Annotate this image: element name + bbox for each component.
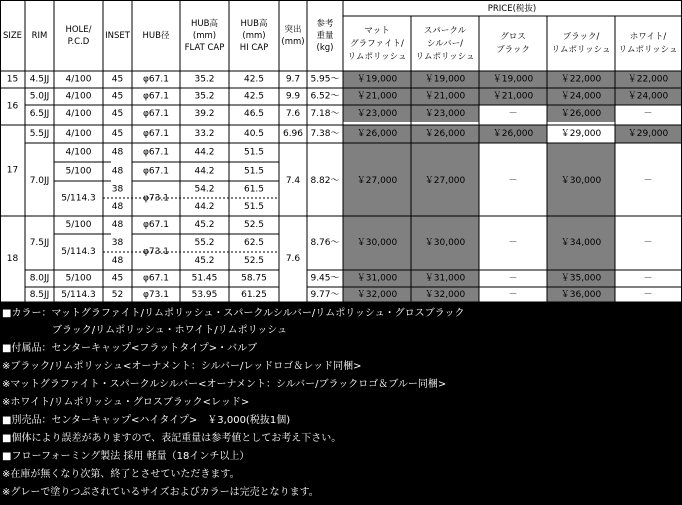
cell-hub: φ67.1 bbox=[143, 220, 169, 230]
cell-pcd: 5/100 bbox=[65, 166, 92, 177]
cell-hub: φ73.1 bbox=[143, 193, 169, 204]
header-weight-line2: 重量 bbox=[316, 31, 334, 41]
cell-price-c5: － bbox=[643, 238, 653, 248]
cell-price-c1: ￥32,000 bbox=[356, 290, 398, 300]
cell-flat: 44.2 bbox=[194, 166, 215, 177]
header-tsuke-line2: (mm) bbox=[281, 37, 305, 47]
cell-hicap: 61.25 bbox=[241, 290, 267, 300]
note-stock: ※在庫が無くなり次第、終了とさせていただきます。 bbox=[2, 469, 240, 480]
cell-rim: 5.5JJ bbox=[29, 129, 50, 139]
cell-hicap: 51.5 bbox=[243, 147, 265, 158]
cell-price-c3: － bbox=[508, 238, 518, 248]
cell-hicap: 40.5 bbox=[243, 129, 265, 139]
cell-pcd: 5/114.3 bbox=[61, 193, 96, 204]
header-color4-line2: リムポリッシュ bbox=[551, 45, 611, 55]
cell-inset: 45 bbox=[111, 74, 124, 85]
cell-price-c2: ￥32,000 bbox=[424, 290, 466, 300]
cell-pcd: 4/100 bbox=[65, 129, 92, 139]
cell-flat: 44.2 bbox=[194, 202, 215, 212]
cell-price-c5: － bbox=[643, 109, 653, 119]
cell-hicap: 42.5 bbox=[243, 74, 265, 85]
cell-price-c5: － bbox=[643, 176, 653, 186]
cell-flat: 45.2 bbox=[194, 256, 215, 266]
cell-price-c3: － bbox=[508, 109, 518, 119]
header-color4-line1: ブラック/ bbox=[562, 32, 600, 42]
cell-inset: 48 bbox=[111, 256, 124, 266]
cell-inset: 45 bbox=[111, 273, 124, 284]
header-color5-line1: ホワイト/ bbox=[629, 32, 667, 42]
header-hicap-line1: HUB高 bbox=[240, 19, 268, 29]
cell-hub: φ67.1 bbox=[143, 129, 169, 139]
note-colors: ■カラー：マットグラファイト/リムポリッシュ・スパークルシルバー/リムポリッシュ・グロスブラック bbox=[2, 308, 465, 319]
size-18: 18 bbox=[6, 254, 19, 264]
cell-price-c3: ￥19,000 bbox=[492, 74, 534, 85]
cell-price-c5: ￥22,000 bbox=[627, 74, 669, 85]
header-flatcap-line2: (mm) bbox=[192, 31, 217, 41]
note-ornament-matte: ※マットグラファイト・スパークルシルバー<オーナメント：シルバー/ブラックロゴ＆ブルー同梱> bbox=[2, 379, 447, 390]
header-color1-line1: マット bbox=[364, 26, 390, 36]
header-weight-line3: (kg) bbox=[316, 43, 334, 53]
cell-price-c3: － bbox=[508, 273, 518, 284]
cell-hub: φ67.1 bbox=[143, 166, 169, 177]
cell-price-c5: ￥24,000 bbox=[627, 91, 669, 102]
cell-hicap: 52.5 bbox=[243, 256, 265, 266]
cell-price-c1: ￥27,000 bbox=[356, 176, 398, 186]
header-flatcap-line1: HUB高 bbox=[191, 19, 218, 29]
cell-hub: φ73.1 bbox=[143, 247, 169, 257]
header-hicap-line2: (mm) bbox=[242, 31, 266, 41]
cell-inset: 45 bbox=[111, 91, 124, 102]
cell-inset: 45 bbox=[111, 129, 124, 139]
cell-inset: 45 bbox=[111, 109, 124, 119]
cell-price-c1: ￥31,000 bbox=[356, 273, 398, 284]
cell-price-c2: ￥23,000 bbox=[424, 109, 466, 119]
cell-price-c3: － bbox=[508, 176, 518, 186]
header-flatcap-line3: FLAT CAP bbox=[184, 43, 225, 53]
cell-price-c4: ￥29,000 bbox=[560, 129, 602, 139]
cell-price-c2: ￥21,000 bbox=[424, 91, 466, 102]
cell-price-c5: － bbox=[643, 273, 653, 284]
cell-inset: 38 bbox=[111, 184, 124, 195]
cell-inset: 48 bbox=[111, 147, 124, 158]
cell-price-c4: ￥22,000 bbox=[560, 74, 602, 85]
cell-price-c4: ￥30,000 bbox=[560, 176, 602, 186]
cell-tsuke-18: 7.6 bbox=[285, 254, 301, 264]
cell-rim: 6.5JJ bbox=[29, 109, 50, 119]
note-sold-out: ※グレーで塗りつぶされているサイズおよびカラーは完売となります。 bbox=[2, 487, 319, 498]
cell-flat: 33.2 bbox=[194, 129, 215, 139]
cell-flat: 51.45 bbox=[191, 273, 218, 284]
cell-weight: 9.45～ bbox=[310, 273, 340, 284]
cell-price-c2: ￥19,000 bbox=[424, 74, 466, 85]
cell-tsuke: 6.96 bbox=[282, 129, 304, 139]
cell-inset: 38 bbox=[111, 238, 124, 248]
cell-price-c4: ￥34,000 bbox=[560, 238, 602, 248]
cell-hub: φ67.1 bbox=[143, 74, 169, 85]
cell-price-c3: － bbox=[508, 290, 518, 300]
cell-rim: 4.5JJ bbox=[29, 74, 50, 85]
header-color3-line1: グロス bbox=[500, 32, 526, 42]
header-hole-line1: HOLE/ bbox=[65, 25, 92, 35]
cell-price-c1: ￥30,000 bbox=[356, 238, 398, 248]
cell-hicap: 51.5 bbox=[243, 166, 265, 177]
cell-price-c4: ￥24,000 bbox=[560, 91, 602, 102]
cell-hicap: 51.5 bbox=[243, 202, 265, 212]
header-color2-line1: スパークル bbox=[423, 26, 467, 36]
header-color5-line2: リムポリッシュ bbox=[618, 45, 678, 55]
cell-hub: φ67.1 bbox=[143, 273, 169, 284]
cell-weight: 6.52～ bbox=[310, 91, 340, 102]
cell-price-c2: ￥26,000 bbox=[424, 129, 466, 139]
header-color2-line2: シルバー/ bbox=[426, 39, 464, 49]
cell-rim: 7.0JJ bbox=[29, 176, 50, 186]
cell-price-c4: ￥36,000 bbox=[560, 290, 602, 300]
header-price: PRICE(税抜) bbox=[487, 4, 537, 14]
cell-flat: 35.2 bbox=[194, 74, 215, 85]
note-ornament-white: ※ホワイト/リムポリッシュ・グロスブラック<レッド> bbox=[2, 397, 250, 408]
size-16: 16 bbox=[6, 101, 19, 112]
cell-flat: 39.2 bbox=[194, 109, 215, 119]
cell-pcd: 5/114.3 bbox=[61, 247, 96, 257]
cell-price-c4: ￥26,000 bbox=[560, 109, 602, 119]
cell-tsuke: 9.9 bbox=[285, 91, 301, 102]
cell-price-c2: ￥30,000 bbox=[424, 238, 466, 248]
cell-rim: 8.0JJ bbox=[29, 273, 50, 284]
header-hicap-line3: HI CAP bbox=[239, 43, 269, 53]
header-hole-line2: P.C.D bbox=[67, 37, 90, 47]
cell-price-c2: ￥27,000 bbox=[424, 176, 466, 186]
cell-weight: 8.76～ bbox=[310, 238, 340, 248]
header-hub: HUB径 bbox=[142, 31, 170, 41]
header-color1-line3: リムポリッシュ bbox=[347, 52, 407, 62]
cell-price-c2: ￥31,000 bbox=[424, 273, 466, 284]
cell-weight: 7.38～ bbox=[310, 129, 340, 139]
cell-hub: φ67.1 bbox=[143, 147, 169, 158]
cell-price-c1: ￥26,000 bbox=[356, 129, 398, 139]
note-colors-cont: ブラック/リムポリッシュ・ホワイト/リムポリッシュ bbox=[2, 325, 288, 336]
cell-flat: 35.2 bbox=[194, 91, 215, 102]
header-color3-line2: ブラック bbox=[496, 45, 530, 55]
cell-hicap: 42.5 bbox=[243, 91, 265, 102]
header-weight-line1: 参考 bbox=[316, 19, 334, 29]
header-size: SIZE bbox=[2, 31, 23, 41]
cell-price-c1: ￥19,000 bbox=[356, 74, 398, 85]
header-color1-line2: グラファイト/ bbox=[350, 39, 404, 49]
cell-flat: 54.2 bbox=[194, 184, 215, 195]
note-accessories: ■付属品：センターキャップ<フラットタイプ>・バルブ bbox=[2, 343, 258, 354]
note-optional: ■別売品：センターキャップ<ハイタイプ> ￥3,000(税抜1個) bbox=[2, 415, 291, 426]
cell-inset: 48 bbox=[111, 166, 124, 177]
cell-weight: 7.18～ bbox=[310, 109, 340, 119]
cell-pcd: 4/100 bbox=[65, 147, 92, 158]
note-flow-forming: ■フローフォーミング製法 採用 軽量（18インチ以上） bbox=[2, 451, 250, 462]
cell-flat: 55.2 bbox=[194, 238, 215, 248]
cell-inset: 48 bbox=[111, 202, 124, 212]
header-inset: INSET bbox=[105, 31, 130, 41]
cell-price-c1: ￥21,000 bbox=[356, 91, 398, 102]
header-tsuke-line1: 突出 bbox=[284, 25, 302, 35]
size-17: 17 bbox=[6, 165, 19, 176]
cell-flat: 53.95 bbox=[191, 290, 218, 300]
header-rim: RIM bbox=[31, 31, 48, 41]
cell-pcd: 4/100 bbox=[65, 91, 92, 102]
cell-price-c4: ￥35,000 bbox=[560, 273, 602, 284]
cell-hub: φ67.1 bbox=[143, 91, 169, 102]
cell-hicap: 62.5 bbox=[243, 238, 265, 248]
cell-hicap: 46.5 bbox=[243, 109, 265, 119]
cell-weight: 8.82～ bbox=[310, 176, 340, 186]
cell-rim: 7.5JJ bbox=[29, 238, 50, 248]
cell-price-c5: ￥29,000 bbox=[627, 129, 669, 139]
cell-weight: 5.95～ bbox=[310, 74, 340, 85]
cell-pcd: 5/100 bbox=[65, 220, 92, 230]
cell-rim: 5.0JJ bbox=[29, 91, 50, 102]
cell-price-c5: － bbox=[643, 290, 653, 300]
note-ornament-black: ※ブラック/リムポリッシュ<オーナメント：シルバー/レッドロゴ＆レッド同梱> bbox=[2, 361, 362, 372]
cell-price-c3: ￥26,000 bbox=[492, 129, 534, 139]
cell-pcd: 5/114.3 bbox=[61, 290, 96, 300]
cell-tsuke: 7.6 bbox=[285, 109, 301, 119]
cell-hicap: 61.5 bbox=[243, 184, 265, 195]
cell-tsuke: 7.4 bbox=[285, 176, 301, 186]
cell-inset: 52 bbox=[111, 290, 124, 300]
cell-weight: 9.77～ bbox=[310, 290, 340, 300]
cell-hicap: 58.75 bbox=[241, 273, 267, 284]
cell-flat: 45.2 bbox=[194, 220, 215, 230]
cell-hicap: 52.5 bbox=[243, 220, 265, 230]
note-weight: ■個体により誤差がありますので、表記重量は参考値としてお考え下さい。 bbox=[2, 433, 342, 444]
cell-pcd: 4/100 bbox=[65, 109, 92, 119]
cell-flat: 44.2 bbox=[194, 147, 215, 158]
cell-inset: 48 bbox=[111, 220, 124, 230]
size-15: 15 bbox=[6, 74, 19, 85]
cell-tsuke: 9.7 bbox=[285, 74, 301, 85]
cell-hub: φ73.1 bbox=[143, 290, 169, 300]
header-color2-line3: リムポリッシュ bbox=[415, 52, 475, 62]
cell-pcd: 5/100 bbox=[65, 273, 92, 284]
cell-pcd: 4/100 bbox=[65, 74, 92, 85]
cell-price-c3: ￥21,000 bbox=[492, 91, 534, 102]
cell-hub: φ67.1 bbox=[143, 109, 169, 119]
cell-price-c1: ￥23,000 bbox=[356, 109, 398, 119]
cell-rim: 8.5JJ bbox=[29, 290, 50, 300]
